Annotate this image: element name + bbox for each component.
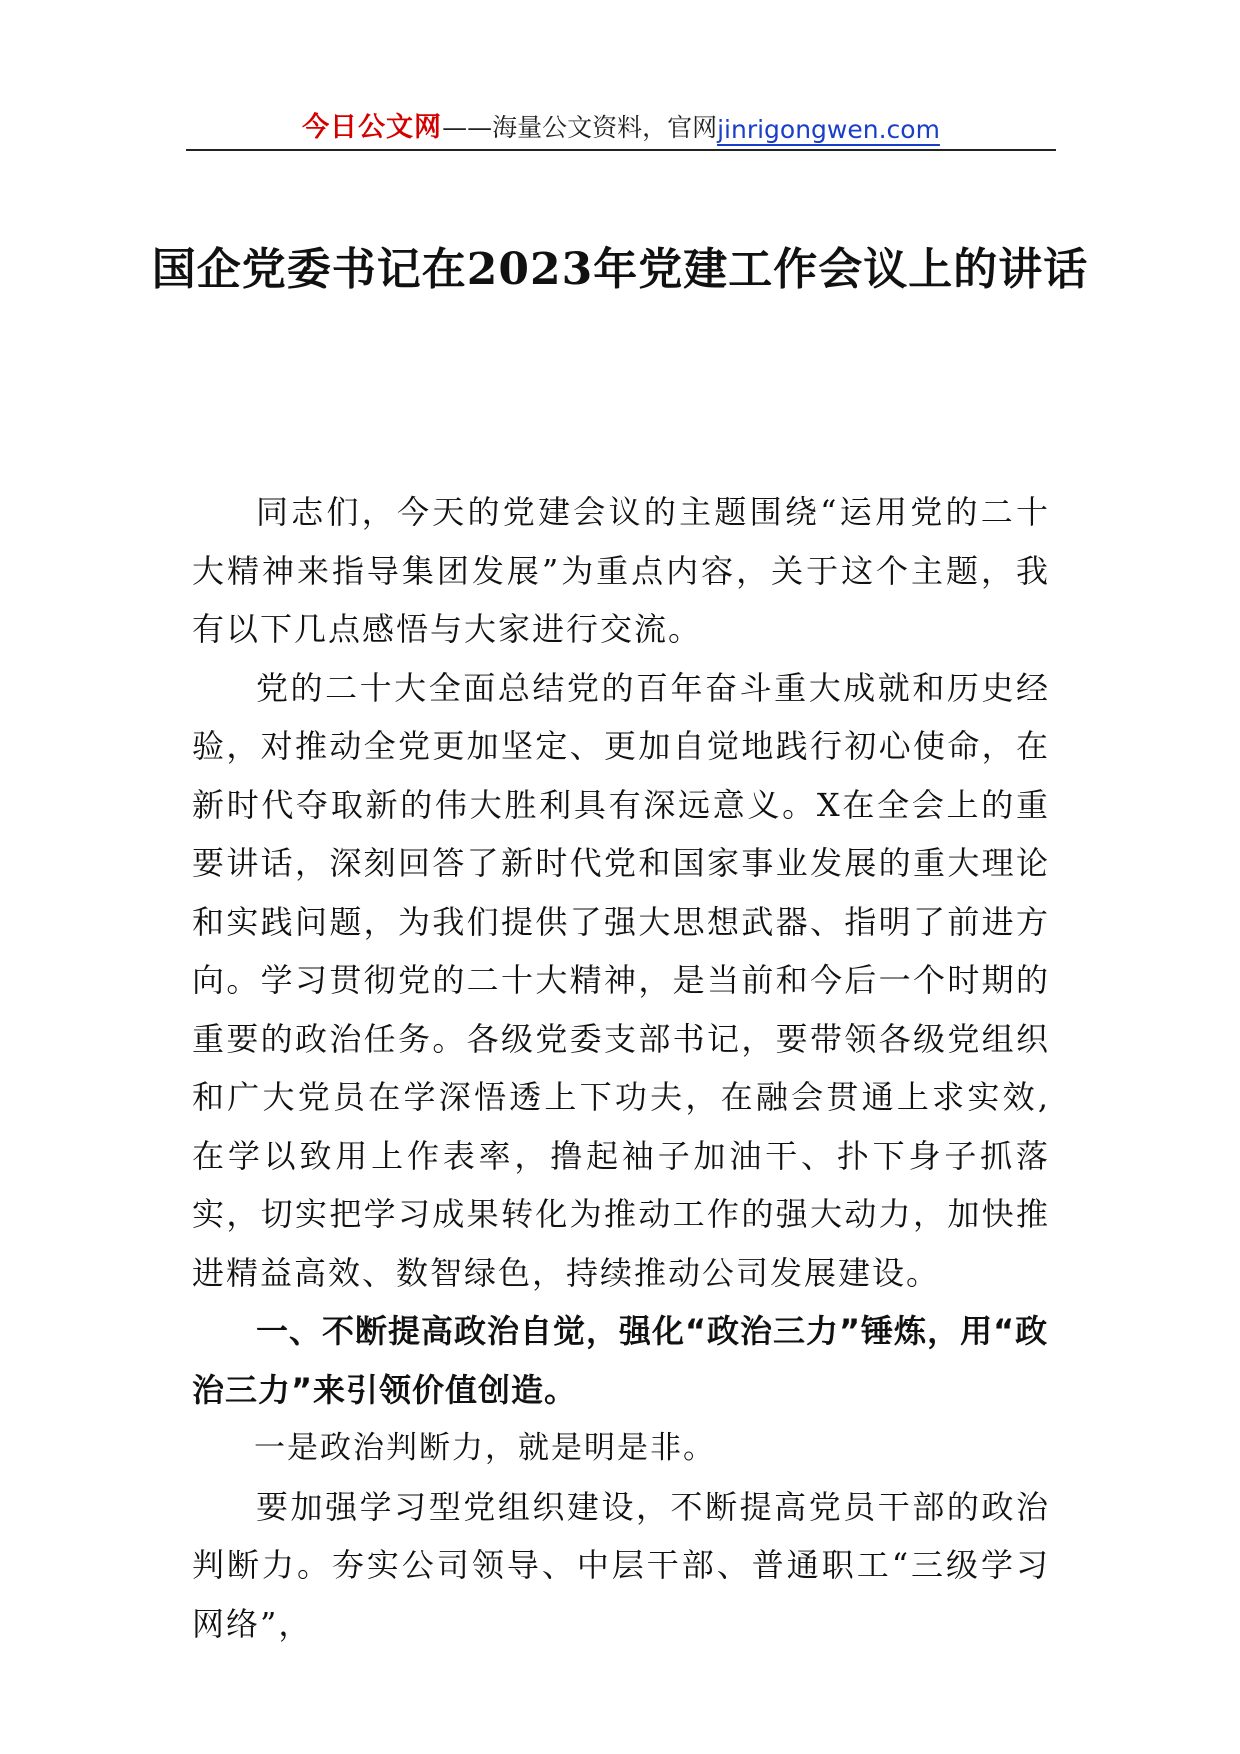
document-body — [192, 483, 1050, 1653]
header-brand: 今日公文网 — [302, 112, 443, 143]
subsection-heading: 一是政治判断力，就是明是非。 — [254, 1430, 716, 1466]
section-heading: 一、不断提高政治自觉，强化“政治三力”锤炼，用“政治三力”来引领价值创造。 — [192, 1312, 1049, 1409]
paragraph-intro: 同志们，今天的党建会议的主题围绕“运用党的二十大精神来指导集团发展”为重点内容，关于这个主题，我有以下几点感悟与大家进行交流。 — [192, 493, 1050, 648]
document-title: 国企党委书记在2023年党建工作会议上的讲话 — [151, 244, 1089, 295]
header-divider — [186, 149, 1056, 151]
header-site-link[interactable]: jinrigongwen.com — [717, 115, 940, 144]
paragraph-main: 党的二十大全面总结党的百年奋斗重大成就和历史经验，对推动全党更加坚定、更加自觉地践行初心使命，在新时代夺取新的伟大胜利具有深远意义。X在全会上的重要讲话，深刻回答了新时代党和国家事业发展的重大理论和实践问题，为我们提供了强大思想武器、指明了前进方向。学习贯彻党的二十大精神，是当前和今后一个时期的重要的政治任务。各级党委支部书记，要带领各级党组织和广大党员在学深悟透上下功夫，在融会贯通上求实效,在学以致用上作表率，撸起袖子加油干、扑下身子抓落实，切实把学习成果转化为推动工作的强大动力，加快推进精益高效、数智绿色，持续推动公司发展建设。 — [192, 668, 1050, 1292]
page-header — [186, 92, 1056, 144]
paragraph-section: 要加强学习型党组织建设，不断提高党员干部的政治判断力。夯实公司领导、中层干部、普通职工“三级学习网络”， — [192, 1487, 1050, 1643]
header-tagline: ——海量公文资料，官网 — [442, 113, 718, 142]
